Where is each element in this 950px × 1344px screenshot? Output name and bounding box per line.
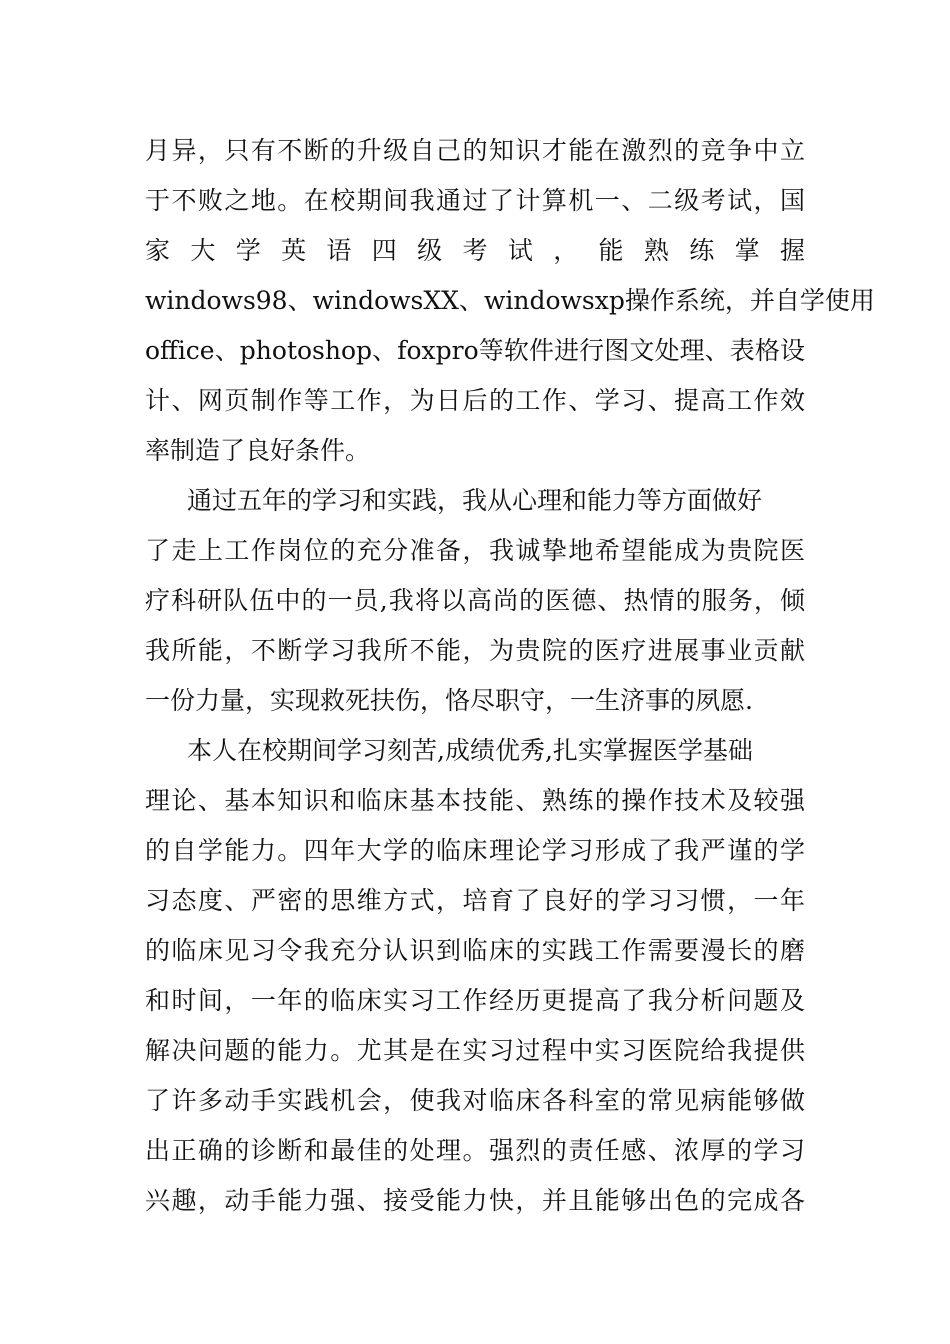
text-line: 了许多动手实践机会，使我对临床各科室的常见病能够做 (145, 1086, 805, 1115)
text-line: 我所能，不断学习我所不能，为贵院的医疗进展事业贡献 (145, 636, 805, 665)
text-line: 家大学英语四级考试，能熟练掌握 (145, 236, 805, 265)
text-line: 习态度、严密的思维方式，培育了良好的学习习惯，一年 (145, 886, 805, 915)
paragraph-first-line: 本人在校期间学习刻苦,成绩优秀,扎实掌握医学基础 (187, 736, 753, 765)
text-line: 月异，只有不断的升级自己的知识才能在激烈的竞争中立 (145, 136, 805, 165)
text-line: 于不败之地。在校期间我通过了计算机一、二级考试，国 (145, 186, 805, 215)
paragraph-first-line: 通过五年的学习和实践，我从心理和能力等方面做好 (187, 486, 763, 515)
text-line: 兴趣，动手能力强、接受能力快，并且能够出色的完成各 (145, 1186, 805, 1215)
text-line: 率制造了良好条件。 (145, 436, 371, 465)
text-line: 理论、基本知识和临床基本技能、熟练的操作技术及较强 (145, 786, 805, 815)
text-line: office、photoshop、foxpro等软件进行图文处理、表格设 (145, 336, 805, 365)
text-line: 疗科研队伍中的一员,我将以高尚的医德、热情的服务，倾 (145, 586, 805, 615)
text-line: 计、网页制作等工作，为日后的工作、学习、提高工作效 (145, 386, 805, 415)
text-line: 和时间，一年的临床实习工作经历更提高了我分析问题及 (145, 986, 805, 1015)
text-line: 出正确的诊断和最佳的处理。强烈的责任感、浓厚的学习 (145, 1136, 805, 1165)
text-line: 一份力量，实现救死扶伤，恪尽职守，一生济事的夙愿. (145, 686, 753, 715)
text-line: 的临床见习令我充分认识到临床的实践工作需要漫长的磨 (145, 936, 805, 965)
body-text (145, 126, 875, 1226)
text-line: 的自学能力。四年大学的临床理论学习形成了我严谨的学 (145, 836, 805, 865)
text-line: 了走上工作岗位的充分准备，我诚挚地希望能成为贵院医 (145, 536, 805, 565)
text-line: windows98、windowsXX、windowsxp操作系统，并自学使用 (145, 286, 875, 315)
text-line: 解决问题的能力。尤其是在实习过程中实习医院给我提供 (145, 1036, 805, 1065)
